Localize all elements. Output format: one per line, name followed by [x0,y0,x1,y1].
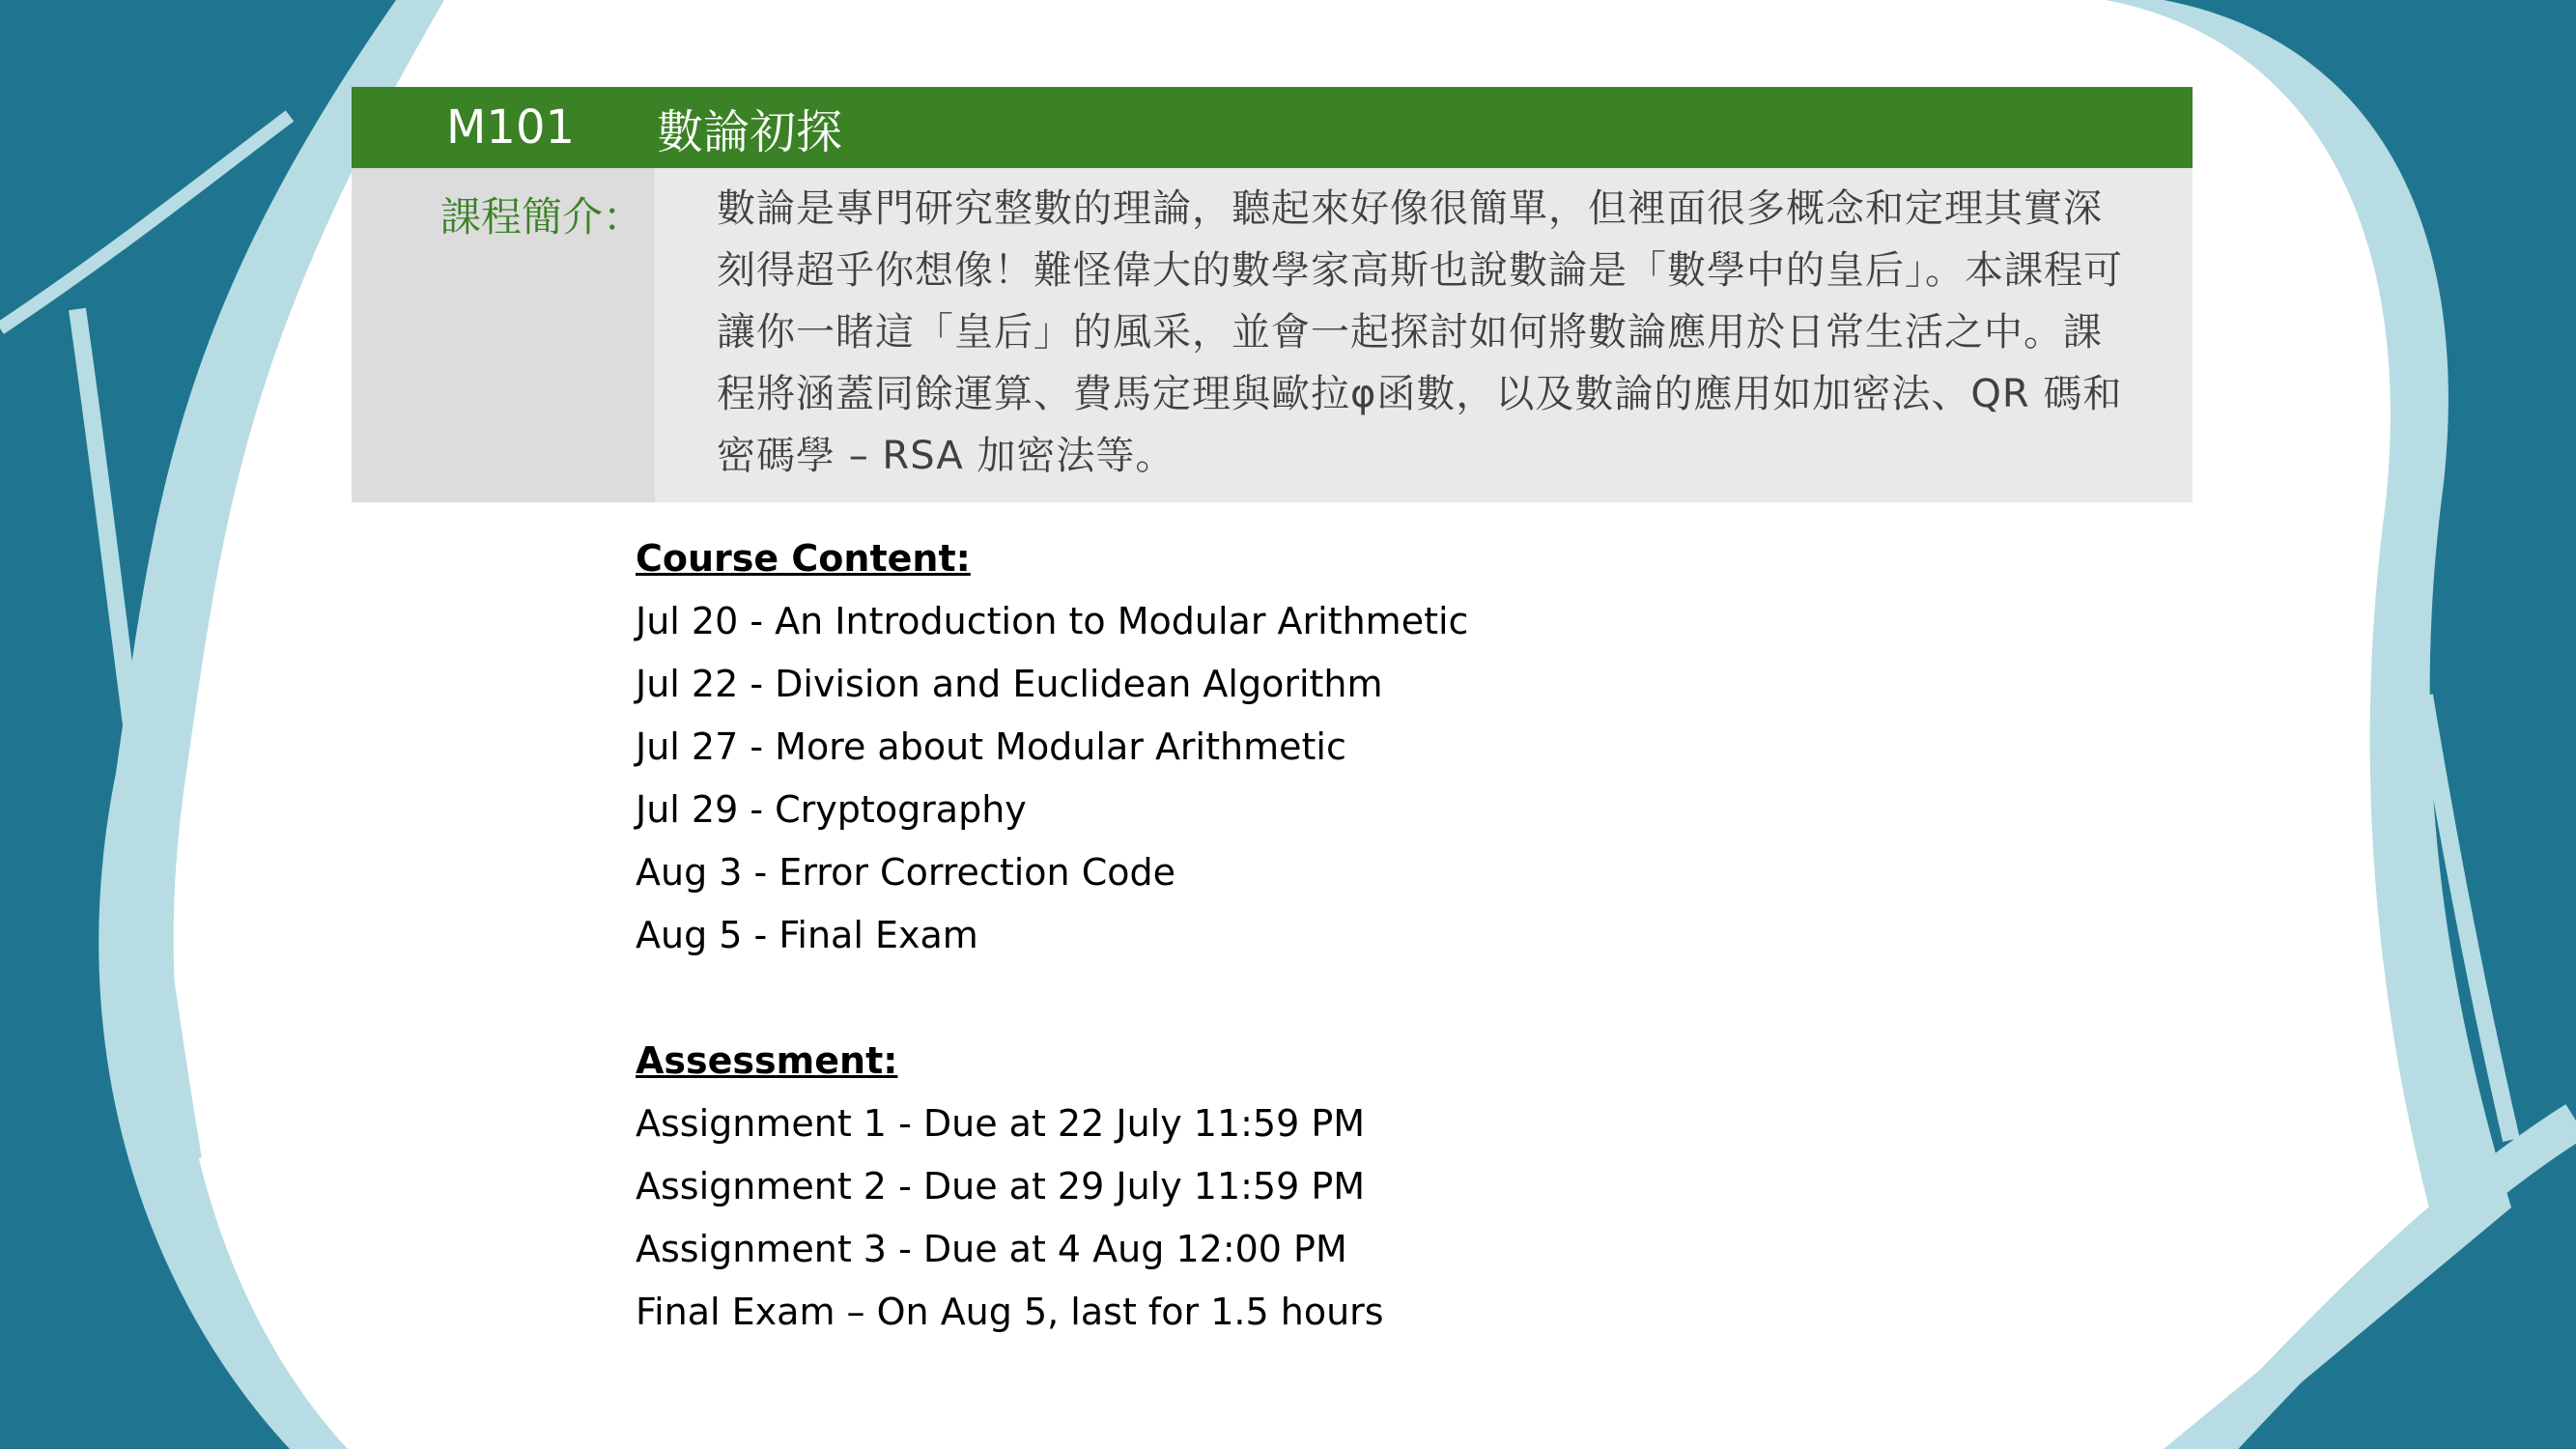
content-item: Aug 3 - Error Correction Code [636,851,1175,894]
course-intro-row [352,168,2193,502]
intro-text: 數論是專門研究整數的理論，聽起來好像很簡單，但裡面很多概念和定理其實深刻得超乎你想像！難怪偉大的數學家高斯也說數論是「數學中的皇后」。本課程可讓你一睹這「皇后」的風采，並會一起探討如何將數論應用於日常生活之中。課程將涵蓋同餘運算、費馬定理與歐拉φ函數，以及數論的應用如加密法、QR 碼和密碼學 – RSA 加密法等。 [717,186,2123,478]
assessment-item: Assignment 3 - Due at 4 Aug 12:00 PM [636,1228,1347,1270]
content-item: Jul 20 - An Introduction to Modular Arithmetic [636,600,1469,642]
course-content-title: Course Content: [636,537,971,580]
assessment-item: Assignment 1 - Due at 22 July 11:59 PM [636,1102,1366,1145]
course-card [352,87,2193,502]
course-code: M101 [446,100,576,155]
assessment-item: Final Exam – On Aug 5, last for 1.5 hours [636,1291,1384,1333]
content-item: Jul 22 - Division and Euclidean Algorithm [636,663,1383,705]
assessment-item: Assignment 2 - Due at 29 July 11:59 PM [636,1165,1366,1208]
course-details [636,527,1468,1344]
course-title: 數論初探 [657,104,843,159]
content-item: Jul 27 - More about Modular Arithmetic [636,725,1346,768]
content-item: Aug 5 - Final Exam [636,914,978,956]
section-gap [636,967,1468,1030]
content-item: Jul 29 - Cryptography [636,788,1027,831]
intro-label: 課程簡介： [352,168,655,502]
course-header [352,87,2193,168]
assessment-title: Assessment: [636,1039,898,1082]
